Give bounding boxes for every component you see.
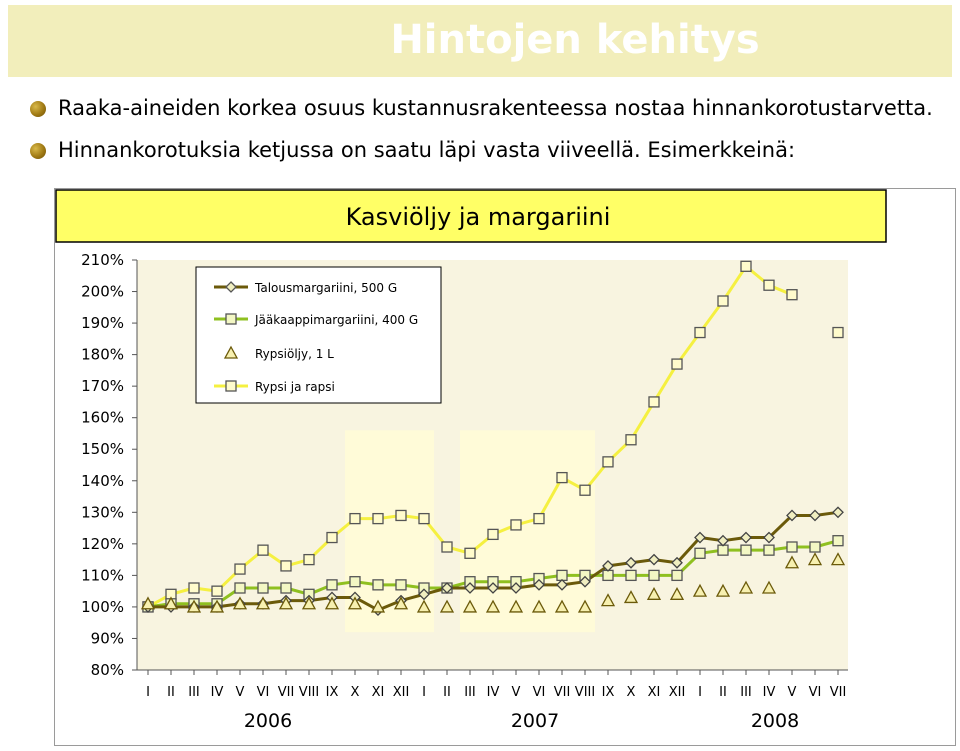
legend-marker <box>226 381 236 391</box>
y-tick-label: 100% <box>81 597 124 616</box>
series-point-rypsi-ja-rapsi <box>212 586 222 596</box>
x-tick-label: VII <box>553 685 571 700</box>
page-title: Hintojen kehitys <box>390 17 760 63</box>
y-tick-label: 110% <box>81 566 124 585</box>
series-point-rypsi-ja-rapsi <box>235 564 245 574</box>
series-point-rypsi-ja-rapsi <box>557 473 567 483</box>
y-tick-label: 210% <box>81 251 124 269</box>
x-tick-label: VII <box>829 685 847 700</box>
series-point-rypsi-ja-rapsi <box>304 555 314 565</box>
y-tick-label: 80% <box>90 661 124 679</box>
x-tick-label: I <box>422 685 426 700</box>
series-point-jaakaappimargariini <box>281 583 291 593</box>
series-point-jaakaappimargariini <box>373 580 383 590</box>
x-tick-label: III <box>464 685 476 700</box>
series-point-jaakaappimargariini <box>810 542 820 552</box>
legend-label: Jääkaappimargariini, 400 G <box>255 313 419 327</box>
x-tick-label: IV <box>210 685 224 700</box>
series-point-jaakaappimargariini <box>695 548 705 558</box>
y-tick-label: 120% <box>81 534 124 553</box>
series-point-jaakaappimargariini <box>672 570 682 580</box>
x-tick-label: II <box>719 685 727 700</box>
y-tick-label: 180% <box>81 345 124 364</box>
x-tick-label: XI <box>647 685 661 700</box>
series-point-jaakaappimargariini <box>764 545 774 555</box>
x-tick-label: V <box>235 685 245 700</box>
series-point-rypsi-ja-rapsi <box>396 510 406 520</box>
series-point-jaakaappimargariini <box>557 570 567 580</box>
series-point-jaakaappimargariini <box>649 570 659 580</box>
x-tick-label: IV <box>762 685 776 700</box>
series-point-rypsi-ja-rapsi <box>488 529 498 539</box>
legend-label: Talousmargariini, 500 G <box>255 281 398 295</box>
y-tick-label: 150% <box>81 440 124 459</box>
series-point-rypsi-ja-rapsi <box>419 514 429 524</box>
y-tick-label: 140% <box>81 471 124 490</box>
series-point-jaakaappimargariini <box>235 583 245 593</box>
series-point-jaakaappimargariini <box>258 583 268 593</box>
year-label: 2007 <box>510 710 560 732</box>
series-point-rypsi-ja-rapsi <box>327 533 337 543</box>
y-tick-label: 170% <box>81 377 124 396</box>
series-point-rypsi-ja-rapsi <box>787 290 797 300</box>
series-point-jaakaappimargariini <box>350 577 360 587</box>
series-point-jaakaappimargariini <box>741 545 751 555</box>
x-tick-label: XII <box>392 685 410 700</box>
series-point-rypsi-ja-rapsi <box>534 514 544 524</box>
series-point-rypsi-ja-rapsi <box>258 545 268 555</box>
legend-label: Rypsiöljy, 1 L <box>255 347 334 361</box>
series-point-rypsi-ja-rapsi <box>626 435 636 445</box>
series-point-rypsi-ja-rapsi <box>603 457 613 467</box>
series-point-jaakaappimargariini <box>833 536 843 546</box>
y-tick-label: 160% <box>81 408 124 427</box>
x-tick-label: IV <box>486 685 500 700</box>
chart-title: Kasviöljy ja margariini <box>345 203 611 231</box>
highlight-band <box>345 430 434 632</box>
legend-marker <box>226 314 236 324</box>
series-point-rypsi-ja-rapsi <box>281 561 291 571</box>
x-tick-label: II <box>443 685 451 700</box>
x-tick-label: I <box>698 685 702 700</box>
x-tick-label: VIII <box>574 685 596 700</box>
series-point-rypsi-ja-rapsi <box>373 514 383 524</box>
series-point-jaakaappimargariini <box>327 580 337 590</box>
series-point-rypsi-ja-rapsi <box>465 548 475 558</box>
legend-label: Rypsi ja rapsi <box>255 380 335 394</box>
x-tick-label: VI <box>808 685 822 700</box>
x-tick-label: I <box>146 685 150 700</box>
series-point-rypsi-ja-rapsi <box>718 296 728 306</box>
series-point-rypsi-ja-rapsi <box>350 514 360 524</box>
x-tick-label: XI <box>371 685 385 700</box>
series-point-rypsi-ja-rapsi <box>442 542 452 552</box>
y-tick-label: 190% <box>81 314 124 333</box>
x-tick-label: XII <box>668 685 686 700</box>
x-tick-label: IX <box>601 685 615 700</box>
bullet-text-1: Raaka-aineiden korkea osuus kustannusrakenteessa nostaa hinnankorotustarvetta. <box>58 96 933 120</box>
year-label: 2008 <box>750 710 800 732</box>
x-tick-label: V <box>787 685 797 700</box>
series-point-rypsi-ja-rapsi <box>189 583 199 593</box>
x-tick-label: III <box>740 685 752 700</box>
year-label: 2006 <box>243 710 293 732</box>
bullet-text-2: Hinnankorotuksia ketjussa on saatu läpi vasta viiveellä. Esimerkkeinä: <box>58 138 796 162</box>
series-point-jaakaappimargariini <box>396 580 406 590</box>
series-point-rypsi-ja-rapsi <box>695 328 705 338</box>
series-point-rypsi-ja-rapsi <box>649 397 659 407</box>
series-point-jaakaappimargariini <box>787 542 797 552</box>
x-tick-label: VII <box>277 685 295 700</box>
x-tick-label: III <box>188 685 200 700</box>
x-tick-label: II <box>167 685 175 700</box>
y-tick-label: 130% <box>81 503 124 522</box>
series-point-rypsi-ja-rapsi <box>833 328 843 338</box>
series-point-rypsi-ja-rapsi <box>672 359 682 369</box>
series-point-rypsi-ja-rapsi <box>511 520 521 530</box>
x-tick-label: VI <box>256 685 270 700</box>
x-tick-label: IX <box>325 685 339 700</box>
series-point-jaakaappimargariini <box>626 570 636 580</box>
series-point-rypsi-ja-rapsi <box>580 485 590 495</box>
series-point-rypsi-ja-rapsi <box>764 280 774 290</box>
series-point-jaakaappimargariini <box>603 570 613 580</box>
highlight-band <box>460 430 595 632</box>
x-tick-label: X <box>350 685 360 700</box>
y-tick-label: 90% <box>90 629 124 648</box>
x-tick-label: VI <box>532 685 546 700</box>
x-tick-label: V <box>511 685 521 700</box>
x-tick-label: VIII <box>298 685 320 700</box>
series-point-rypsi-ja-rapsi <box>741 261 751 271</box>
series-point-jaakaappimargariini <box>718 545 728 555</box>
y-tick-label: 200% <box>81 282 124 301</box>
x-tick-label: X <box>626 685 636 700</box>
